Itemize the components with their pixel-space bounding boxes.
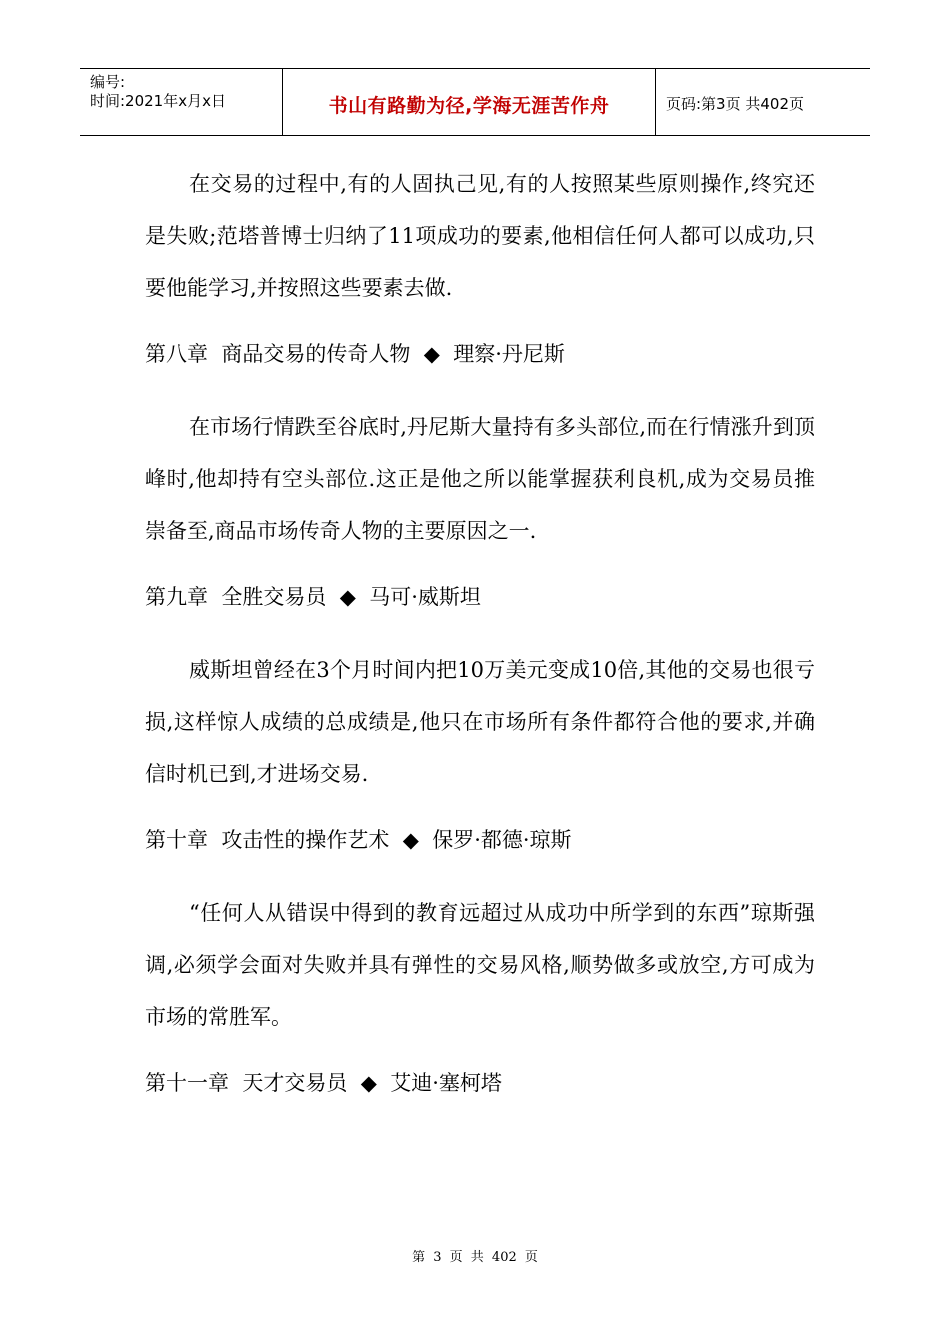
paragraph: 在交易的过程中,有的人固执己见,有的人按照某些原则操作,终究还是失败;范塔普博士归纳了11项成功的要素,他相信任何人都可以成功,只要他能学习,并按照这些要素去做.	[145, 172, 815, 300]
chapter-heading: 第十章 攻击性的操作艺术 ◆ 保罗·都德·琼斯	[145, 828, 572, 852]
header-meta-cell	[80, 69, 283, 135]
paragraph: “任何人从错误中得到的教育远超过从成功中所学到的东西”琼斯强调,必须学会面对失败并具有弹性的交易风格,顺势做多或放空,方可成为市场的常胜军。	[145, 901, 815, 1029]
document-number-label: 编号:	[90, 73, 126, 91]
document-body	[145, 158, 815, 1130]
paragraph: 威斯坦曾经在3个月时间内把10万美元变成10倍,其他的交易也很亏损,这样惊人成绩的总成绩是,他只在市场所有条件都符合他的要求,并确信时机已到,才进场交易.	[145, 658, 815, 786]
paragraph: 在市场行情跌至谷底时,丹尼斯大量持有多头部位,而在行情涨升到顶峰时,他却持有空头部位.这正是他之所以能掌握获利良机,成为交易员推崇备至,商品市场传奇人物的主要原因之一.	[145, 415, 815, 543]
header-page-info: 页码:第3页 共402页	[666, 94, 804, 113]
page-header	[80, 68, 870, 136]
chapter-heading: 第九章 全胜交易员 ◆ 马可·威斯坦	[145, 585, 481, 609]
chapter-heading: 第十一章 天才交易员 ◆ 艾迪·塞柯塔	[145, 1071, 502, 1095]
chapter-heading: 第八章 商品交易的传奇人物 ◆ 理察·丹尼斯	[145, 342, 565, 366]
page-footer: 第 3 页 共 402 页	[412, 1250, 538, 1265]
document-date-label: 时间:2021年x月x日	[90, 92, 226, 110]
header-motto: 书山有路勤为径,学海无涯苦作舟	[283, 69, 656, 135]
